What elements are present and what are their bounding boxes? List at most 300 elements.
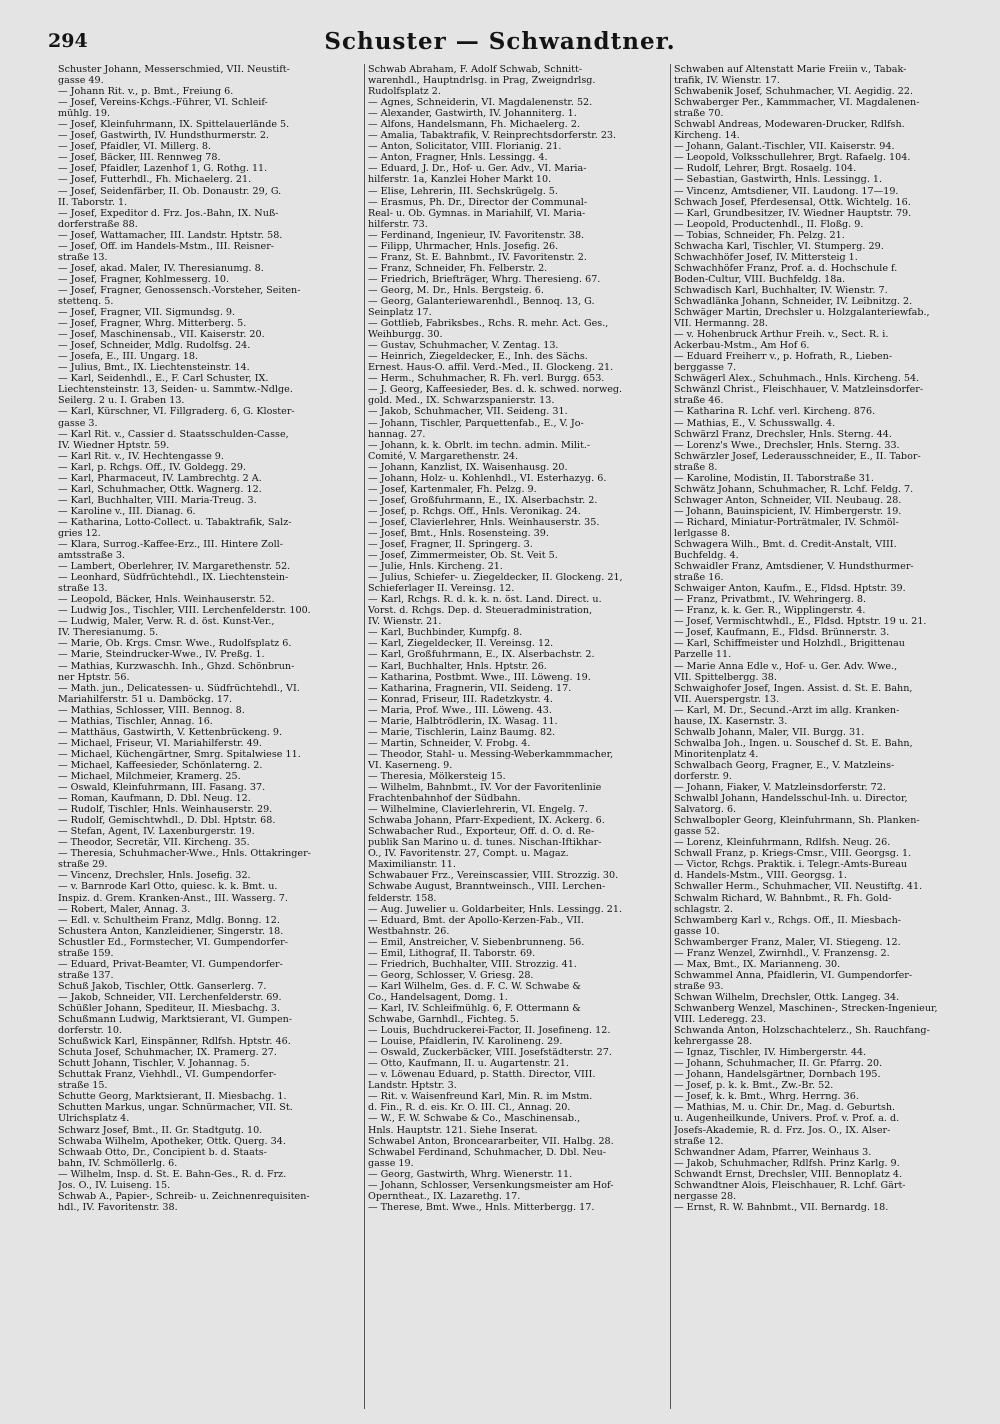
directory-line: Schwaberger Per., Kammmacher, VI. Magdalenen- [674, 97, 920, 109]
directory-line: — Georg, Schlosser, V. Griesg. 28. [368, 969, 534, 981]
directory-line: — Rudolf, Tischler, Hnls. Weinhauserstr. 29. [58, 804, 273, 816]
directory-line: — Marie, Halbtrödlerin, IX. Wasag. 11. [368, 715, 558, 727]
directory-line: — Georg, M. Dr., Hnls. Bergsteig. 6. [368, 284, 544, 296]
directory-line: Schwaab Otto, Dr., Concipient b. d. Staats- [58, 1146, 267, 1158]
directory-line: amtsstraße 3. [58, 550, 125, 562]
directory-line: Maximilianstr. 11. [368, 859, 456, 871]
directory-line: Schwalba Joh., Ingen. u. Souschef d. St. E. Bahn, [674, 737, 913, 749]
directory-line: Schwandner Adam, Pfarrer, Weinhaus 3. [674, 1146, 872, 1158]
directory-line: — Anton, Fragner, Hnls. Lessingg. 4. [368, 152, 548, 164]
directory-line: mühlg. 19. [58, 108, 111, 120]
directory-line: — Stefan, Agent, IV. Laxenburgerstr. 19. [58, 826, 255, 838]
directory-line: — Franz, k. k. Ger. R., Wipplingerstr. 4. [674, 605, 866, 617]
directory-line: — Karl, M. Dr., Secund.-Arzt im allg. Kranken- [674, 704, 900, 716]
directory-line: — Karl, Buchhalter, Hnls. Hptstr. 26. [368, 660, 547, 672]
directory-line: — Karl, Kürschner, VI. Fillgraderg. 6, G. Kloster- [58, 406, 295, 418]
directory-line: — Josef, Fragner, Whrg. Mitterberg. 5. [58, 318, 247, 330]
directory-line: — Wilhelm, Insp. d. St. E. Bahn-Ges., R. d. Frz. [58, 1168, 287, 1180]
directory-line: — Eduard, Privat-Beamter, VI. Gumpendorfer- [58, 958, 283, 970]
directory-line: Schwalbach Georg, Fragner, E., V. Matzleins- [674, 759, 895, 771]
directory-line: — Johann, Bauinspicient, IV. Himbergerstr. 19. [674, 505, 902, 517]
directory-line: Schwab A., Papier-, Schreib- u. Zeichnenrequisiten- [58, 1190, 310, 1202]
directory-line: trafik, IV. Wienstr. 17. [674, 75, 780, 87]
directory-line: Schußmann Ludwig, Marktsierant, VI. Gumpen- [58, 1014, 293, 1026]
directory-line: — Josef, Fragner, Genossensch.-Vorsteher, Seiten- [58, 284, 301, 296]
directory-line: O., IV. Favoritenstr. 27, Compt. u. Magaz. [368, 848, 569, 860]
directory-line: Schwärzler Josef, Lederausschneider, E., II. Tabor- [674, 450, 921, 462]
directory-line: — Katharina, Lotto-Collect. u. Tabaktrafik, Salz- [58, 516, 292, 528]
directory-line: Schwab Abraham, F. Adolf Schwab, Schnitt- [368, 64, 583, 75]
directory-line: Real- u. Ob. Gymnas. in Mariahilf, VI. Maria- [368, 207, 586, 219]
directory-line: — Ernst, R. W. Bahnbmt., VII. Bernardg. 18. [674, 1201, 889, 1213]
directory-line: Weihburgg. 30. [368, 329, 443, 341]
directory-line: Schwagera Wilh., Bmt. d. Credit-Anstalt, VIII. [674, 539, 897, 551]
directory-line: hannag. 27. [368, 428, 426, 440]
directory-line: — Filipp, Uhrmacher, Hnls. Josefig. 26. [368, 240, 559, 252]
directory-line: — Johann, Galant.-Tischler, VII. Kaiserstr. 94. [674, 141, 895, 153]
directory-line: — Mathias, Schlosser, VIII. Bennog. 8. [58, 704, 245, 716]
directory-line: Mariahilferstr. 51 u. Damböckg. 17. [58, 693, 233, 705]
directory-line: Ulrichsplatz 4. [58, 1113, 130, 1125]
directory-line: — Theodor, Secretär, VII. Kircheng. 35. [58, 837, 250, 849]
directory-line: — Anton, Solicitator, VIII. Florianig. 21. [368, 141, 562, 153]
directory-column-1 [58, 64, 364, 1409]
directory-line: — Josef, Schneider, Mdlg. Rudolfsg. 24. [58, 340, 251, 352]
directory-line: — Theresia, Mölkersteig 15. [368, 771, 506, 782]
directory-line: — Karl, Schiffmeister und Holzhdl., Brigittenau [674, 638, 905, 650]
directory-line: — Johann, Holz- u. Kohlenhdl., VI. Esterhazyg. 6. [368, 472, 607, 484]
directory-line: straße 13. [58, 251, 108, 263]
directory-line: — Otto, Kaufmann, II. u. Augartenstr. 21. [368, 1058, 569, 1070]
directory-line: Operntheat., IX. Lazarethg. 17. [368, 1190, 521, 1202]
directory-line: — Alfons, Handelsmann, Fh. Michaelerg. 2. [368, 119, 581, 131]
directory-line: — Ignaz, Tischler, IV. Himbergerstr. 44. [674, 1047, 867, 1059]
directory-line: straße 46. [674, 395, 724, 407]
directory-line: — Karl, Seidenhdl., E., F. Carl Schuster, IX. [58, 373, 269, 385]
directory-line: publik San Marino u. d. tunes. Nischan-Iftikhar- [368, 837, 602, 849]
directory-line: Landstr. Hptstr. 3. [368, 1080, 457, 1092]
directory-line: — Johann, Kanzlist, IX. Waisenhausg. 20. [368, 461, 568, 473]
directory-line: — Josef, k. k. Bmt., Whrg. Herrng. 36. [674, 1091, 859, 1103]
directory-line: — Marie, Ob. Krgs. Cmsr. Wwe., Rudolfsplatz 6. [58, 638, 292, 650]
directory-line: — Michael, Friseur, VI. Mariahilferstr. 49. [58, 737, 262, 749]
directory-line: — Lorenz, Kleinfuhrmann, Rdlfsh. Neug. 26. [674, 837, 891, 849]
directory-line: Schwalb Johann, Maler, VII. Burgg. 31. [674, 726, 865, 738]
directory-line: — W., F. W. Schwabe & Co., Maschinensab., [368, 1113, 581, 1125]
directory-line: — Louis, Buchdruckerei-Factor, II. Josefineng. 12. [368, 1025, 611, 1037]
directory-line: Schwadisch Karl, Buchhalter, IV. Wienstr. 7. [674, 284, 888, 296]
directory-line: — v. Barnrode Karl Otto, quiesc. k. k. Bmt. u. [58, 881, 278, 893]
directory-line: — Franz, Privatbmt., IV. Wehringerg. 8. [674, 594, 866, 606]
directory-line: — Karl, IV. Schleifmühlg. 6, F. Ottermann & [368, 1002, 581, 1014]
directory-line: — Josef, Fragner, VII. Sigmundsg. 9. [58, 307, 236, 319]
directory-line: — Josef, Zimmermeister, Ob. St. Veit 5. [368, 550, 558, 562]
directory-line: — Georg, Gastwirth, Whrg. Wienerstr. 11. [368, 1168, 573, 1180]
directory-line: Schwachhöfer Franz, Prof. a. d. Hochschule f. [674, 262, 898, 274]
directory-line: — Roman, Kaufmann, D. Dbl. Neug. 12. [58, 793, 251, 805]
directory-line: Schwabel Anton, Bronceararbeiter, VII. Halbg. 28. [368, 1135, 614, 1147]
directory-line: — Oswald, Kleinfuhrmann, III. Fasang. 37. [58, 782, 266, 794]
directory-line: Schwall Franz, p. Kriegs-Cmsr., VIII. Georgsg. 1. [674, 848, 912, 860]
directory-line: Schustera Anton, Kanzleidiener, Singerstr. 18. [58, 925, 284, 937]
directory-line: — Marie, Steindrucker-Wwe., IV. Preßg. 1. [58, 649, 265, 661]
directory-line: Schwamberger Franz, Maler, VI. Stiegeng. 12. [674, 936, 901, 948]
directory-line: — Karl, Pharmaceut, IV. Lambrechtg. 2 A. [58, 472, 262, 484]
directory-line: — Ludwig, Maler, Verw. R. d. öst. Kunst-Ver., [58, 616, 275, 628]
directory-line: — Leopold, Productenhdl., II. Floßg. 9. [674, 218, 864, 230]
directory-line: — Josef, Maschinensab., VII. Kaiserstr. 20. [58, 329, 265, 341]
directory-line: Schwaller Herm., Schuhmacher, VII. Neustiftg. 41. [674, 881, 923, 893]
directory-line: — Lambert, Oberlehrer, IV. Margarethenstr. 52. [58, 561, 291, 573]
directory-line: Kircheng. 14. [674, 130, 740, 142]
directory-line: VI. Kaserneng. 9. [368, 759, 453, 771]
directory-line: Buchfeldg. 4. [674, 550, 739, 562]
directory-line: hdl., IV. Favoritenstr. 38. [58, 1201, 178, 1213]
directory-line: VII. Hermanng. 28. [674, 318, 768, 330]
directory-line: straße 12. [674, 1135, 724, 1147]
directory-line: — Tobias, Schneider, Fh. Pelzg. 21. [674, 229, 845, 241]
directory-line: Liechtensteinstr. 13, Seiden- u. Sammtw.-Ndlge. [58, 384, 293, 396]
directory-line: — Robert, Maler, Annag. 3. [58, 903, 191, 915]
directory-line: u. Augenheilkunde, Univers. Prof. v. Prof. a. d. [674, 1113, 900, 1125]
directory-line: Boden-Cultur, VIII. Buchfeldg. 18a. [674, 273, 846, 285]
directory-line: — Josef, p. k. k. Bmt., Zw.-Br. 52. [674, 1080, 834, 1092]
directory-line: — Math. jun., Delicatessen- u. Südfrüchtehdl., VI. [58, 682, 300, 694]
directory-line: Ernest. Haus-O. affil. Verd.-Med., II. Glockeng. 21. [368, 362, 614, 374]
directory-line: warenhdl., Hauptndrlsg. in Prag, Zweigndrlsg. [368, 75, 596, 87]
directory-line: — Josef, Kartenmaler, Fh. Pelzg. 9. [368, 483, 537, 495]
directory-line: Frachtenbahnhof der Südbahn. [368, 793, 521, 805]
directory-line: bahn, IV. Schmöllerlg. 6. [58, 1157, 178, 1169]
directory-line: Schwaben auf Altenstatt Marie Freiin v., Tabak- [674, 64, 907, 75]
directory-line: Salvatorg. 6. [674, 804, 737, 816]
directory-line: — Erasmus, Ph. Dr., Director der Communal- [368, 196, 588, 208]
directory-line: berggasse 7. [674, 362, 737, 374]
directory-line: — Vincenz, Drechsler, Hnls. Josefig. 32. [58, 870, 251, 882]
directory-line: — Heinrich, Ziegeldecker, E., Inh. des Sächs. [368, 351, 588, 363]
directory-line: Parzelle 11. [674, 649, 732, 661]
directory-line: — Julius, Schiefer- u. Ziegeldecker, II. Glockeng. 21, [368, 572, 623, 584]
directory-line: Jos. O., IV. Luiseng. 15. [58, 1179, 171, 1191]
directory-line: — Jakob, Schuhmacher, Rdlfsh. Prinz Karlg. 9. [674, 1157, 900, 1169]
directory-line: Schustler Ed., Formstecher, VI. Gumpendorfer- [58, 936, 288, 948]
directory-line: Schwaba Johann, Pfarr-Expedient, IX. Ackerg. 6. [368, 815, 605, 827]
directory-line: Schwadlänka Johann, Schneider, IV. Leibnitzg. 2. [674, 295, 913, 307]
directory-line: — Katharina, Postbmt. Wwe., III. Löweng. 19. [368, 671, 591, 683]
directory-line: dorferstr. 10. [58, 1025, 122, 1037]
directory-line: — Karl, Schuhmacher, Ottk. Wagnerg. 12. [58, 483, 262, 495]
directory-line: — Julius, Bmt., IX. Liechtensteinstr. 14. [58, 362, 250, 374]
directory-line: Hnls. Hauptstr. 121. Siehe Inserat. [368, 1124, 538, 1136]
directory-line: — Wilhelmine, Clavierlehrerin, VI. Engelg. 7. [368, 804, 588, 816]
directory-line: Schuttak Franz, Viehhdl., VI. Gumpendorfer- [58, 1069, 277, 1081]
directory-line: — Therese, Bmt. Wwe., Hnls. Mitterbergg. 17. [368, 1201, 595, 1213]
directory-line: straße 159. [58, 947, 114, 959]
directory-line: — Gustav, Schuhmacher, V. Zentag. 13. [368, 340, 559, 352]
directory-line: — Karl Rit. v., IV. Hechtengasse 9. [58, 450, 224, 462]
directory-line: — Johann, Tischler, Parquettenfab., E., V. Jo- [368, 417, 584, 429]
directory-line: Schwandtner Alois, Fleischhauer, R. Lchf. Gärt- [674, 1179, 906, 1191]
directory-line: Josefs-Akademie, R. d. Frz. Jos. O., IX. Alser- [674, 1124, 891, 1136]
directory-line: Schwäger Martin, Drechsler u. Holzgalanteriewfab., [674, 307, 930, 319]
directory-line: dorferstraße 88. [58, 218, 138, 230]
directory-line: straße 16. [674, 572, 724, 584]
directory-line: — Mathias, Tischler, Annag. 16. [58, 715, 213, 727]
directory-line: — Konrad, Friseur, III. Radetzkystr. 4. [368, 693, 553, 705]
directory-line: gasse 3. [58, 417, 98, 429]
directory-line: Vorst. d. Rchgs. Dep. d. Steueradministration, [368, 605, 593, 617]
directory-line: Schwamberg Karl v., Rchgs. Off., II. Miesbach- [674, 914, 902, 926]
directory-line: lerlgasse 8. [674, 527, 730, 539]
directory-line: Schwägerl Alex., Schuhmach., Hnls. Kircheng. 54. [674, 373, 920, 385]
directory-line: — Katharina R. Lchf. verl. Kircheng. 876. [674, 406, 876, 418]
directory-line: — Herm., Schuhmacher, R. Fh. verl. Burgg. 653. [368, 373, 605, 385]
directory-line: — Josef, Bäcker, III. Rennweg 78. [58, 152, 221, 164]
directory-line: nergasse 28. [674, 1190, 737, 1202]
directory-line: — Louise, Pfaidlerin, IV. Karolineng. 29. [368, 1036, 563, 1048]
directory-line: — Oswald, Zuckerbäcker, VIII. Josefstädterstr. 27. [368, 1047, 612, 1059]
directory-line: ner Hptstr. 56. [58, 671, 130, 683]
directory-line: VII. Auerspergstr. 13. [674, 693, 780, 705]
directory-line: Schwabel Ferdinand, Schuhmacher, D. Dbl. Neu- [368, 1146, 607, 1158]
directory-line: Schuster Johann, Messerschmied, VII. Neustift- [58, 64, 290, 75]
directory-line: — Victor, Rchgs. Praktik. i. Telegr.-Amts-Bureau [674, 859, 908, 871]
directory-column-2 [364, 64, 671, 1409]
directory-line: — Leopold, Bäcker, Hnls. Weinhauserstr. 52. [58, 594, 275, 606]
directory-line: Schwach Josef, Pferdesensal, Ottk. Wichtelg. 16. [674, 196, 911, 208]
directory-line: — v. Löwenau Eduard, p. Statth. Director, VIII. [368, 1069, 596, 1081]
directory-line: Rudolfsplatz 2. [368, 86, 441, 98]
directory-line: Schutten Markus, ungar. Schnürmacher, VII. St. [58, 1102, 293, 1114]
directory-line: — Alexander, Gastwirth, IV. Johanniterg. 1. [368, 108, 577, 120]
directory-line: — Karl, Buchbinder, Kumpfg. 8. [368, 627, 523, 639]
directory-line: — Mathias, E., V. Schusswallg. 4. [674, 417, 836, 429]
directory-line: Schwacha Karl, Tischler, VI. Stumperg. 29. [674, 240, 884, 252]
directory-line: — Julie, Hnls. Kircheng. 21. [368, 561, 503, 573]
directory-line: — Sebastian, Gastwirth, Hnls. Lessingg. 1. [674, 174, 883, 186]
directory-line: — Richard, Miniatur-Porträtmaler, IV. Schmöl- [674, 516, 899, 528]
directory-line: — Karl, Grundbesitzer, IV. Wiedner Hauptstr. 79. [674, 207, 912, 219]
directory-line: — Karl, Buchhalter, VIII. Maria-Treug. 3. [58, 494, 257, 506]
directory-line: — Eduard, J. Dr., Hof- u. Ger. Adv., VI. Maria- [368, 163, 587, 175]
directory-line: — Friedrich, Briefträger, Whrg. Theresieng. 67. [368, 273, 601, 285]
directory-line: — Emil, Anstreicher, V. Siebenbrunneng. 56. [368, 936, 585, 948]
directory-line: — Josef, Bmt., Hnls. Rosensteing. 39. [368, 527, 549, 539]
directory-line: — Karl Rit. v., Cassier d. Staatsschulden-Casse, [58, 428, 289, 440]
directory-line: straße 13. [58, 583, 108, 595]
directory-line: Schwaiger Anton, Kaufm., E., Fldsd. Hptstr. 39. [674, 583, 906, 595]
directory-line: — Georg, Galanteriewarenhdl., Bennoq. 13, G. [368, 295, 595, 307]
directory-line: Schwabenik Josef, Schuhmacher, VI. Aegidig. 22. [674, 86, 914, 98]
directory-line: — Jakob, Schneider, VII. Lerchenfelderstr. 69. [58, 991, 282, 1003]
directory-line: gold. Med., IX. Schwarzspanierstr. 13. [368, 395, 555, 407]
page-title: Schuster — Schwandtner. [324, 28, 676, 55]
directory-line: straße 29. [58, 859, 108, 871]
directory-line: — Josef, Seidenfärber, II. Ob. Donaustr. 29, G. [58, 185, 282, 197]
directory-line: IV. Theresianumg. 5. [58, 627, 159, 639]
directory-line: — Johann, Handelsgärtner, Dornbach 195. [674, 1069, 881, 1081]
directory-line: IV. Wiedner Hptstr. 59. [58, 439, 170, 451]
directory-line: — Amalia, Tabaktrafik, V. Reinprechtsdorferstr. 23. [368, 130, 617, 142]
directory-line: VIII. Lederegg. 23. [674, 1014, 767, 1026]
directory-line: Schwänzl Christ., Fleischhauer, V. Matzleinsdorfer- [674, 384, 924, 396]
directory-line: gasse 19. [368, 1157, 414, 1169]
directory-line: Schwabe August, Branntweinsch., VIII. Lerchen- [368, 881, 606, 893]
directory-line: Schwanberg Wenzel, Maschinen-, Strecken-Ingenieur, [674, 1002, 938, 1014]
directory-line: — Rit. v. Waisenfreund Karl, Min. R. im Mstm. [368, 1091, 593, 1103]
directory-line: Seilerg. 2 u. I. Graben 13. [58, 395, 185, 407]
directory-line: — Wilhelm, Bahnbmt., IV. Vor der Favoritenlinie [368, 782, 602, 794]
directory-line: — Michael, Milchmeier, Kramerg. 25. [58, 771, 241, 782]
directory-line: — Josef, Wattamacher, III. Landstr. Hptstr. 58. [58, 229, 283, 241]
directory-line: Ackerbau-Mstm., Am Hof 6. [674, 340, 810, 352]
directory-line: Schutte Georg, Marktsierant, II. Miesbachg. 1. [58, 1091, 287, 1103]
directory-line: Schwaba Wilhelm, Apotheker, Ottk. Querg. 34. [58, 1135, 286, 1147]
directory-line: — Karoline, Modistin, II. Taborstraße 31. [674, 472, 874, 484]
directory-line: kehrergasse 28. [674, 1036, 753, 1048]
directory-line: — Karl, Ziegeldecker, II. Vereinsg. 12. [368, 638, 554, 650]
directory-line: dorferstr. 9. [674, 771, 732, 782]
directory-line: — Johann, k. k. Obrlt. im techn. admin. Milit.- [368, 439, 591, 451]
directory-line: — Katharina, Fragnerin, VII. Seideng. 17. [368, 682, 572, 694]
directory-line: — Josef, Fragner, II. Springerg. 3. [368, 539, 533, 551]
directory-line: — Eduard, Bmt. der Apollo-Kerzen-Fab., VII. [368, 914, 584, 926]
directory-line: — Agnes, Schneiderin, VI. Magdalenenstr. 52. [368, 97, 593, 109]
directory-line: Schwaidler Franz, Amtsdiener, V. Hundsthurmer- [674, 561, 914, 573]
directory-line: — Josef, Vereins-Kchgs.-Führer, VI. Schleif- [58, 97, 268, 109]
directory-line: — Josef, Kleinfuhrmann, IX. Spittelauerlände 5. [58, 119, 290, 131]
directory-line: straße 8. [674, 461, 718, 473]
directory-line: IV. Wienstr. 21. [368, 616, 442, 628]
directory-line: hilferstr. 73. [368, 218, 428, 230]
directory-line: — Josef, p. Rchgs. Off., Hnls. Veronikag. 24. [368, 505, 581, 517]
directory-line: — Friedrich, Buchhalter, VIII. Strozzig. 41. [368, 958, 577, 970]
directory-line: gasse 10. [674, 925, 720, 937]
directory-line: Schwanda Anton, Holzschachtelerz., Sh. Rauchfang- [674, 1025, 930, 1037]
directory-line: — Eduard Freiherr v., p. Hofrath, R., Lieben- [674, 351, 893, 363]
directory-line: — Leonhard, Südfrüchtehdl., IX. Liechtenstein- [58, 572, 289, 584]
directory-line: Seinplatz 17. [368, 307, 432, 319]
directory-line: — Josef, Gastwirth, IV. Hundsthurmerstr. 2. [58, 130, 269, 142]
directory-line: Schwalbopler Georg, Kleinfuhrmann, Sh. Planken- [674, 815, 920, 827]
directory-line: — J. Georg, Kaffeesieder, Bes. d. k. schwed. norweg. [368, 384, 623, 396]
directory-line: — Martin, Schneider, V. Frobg. 4. [368, 737, 531, 749]
directory-line: — Michael, Küchengärtner, Smrg. Spitalwiese 11. [58, 748, 301, 760]
directory-line: hilferstr. 1a, Kanzlei Hoher Markt 10. [368, 174, 552, 186]
directory-line: hause, IX. Kasernstr. 3. [674, 715, 788, 727]
directory-line: — Ludwig Jos., Tischler, VIII. Lerchenfelderstr. 100. [58, 605, 311, 617]
directory-line: — v. Hohenbruck Arthur Freih. v., Sect. R. i. [674, 329, 889, 341]
directory-line: Schwabl Andreas, Modewaren-Drucker, Rdlfsh. [674, 119, 905, 131]
directory-line: Schußwick Karl, Einspänner, Rdlfsh. Hptstr. 46. [58, 1036, 291, 1048]
directory-line: — Johann, Schuhmacher, II. Gr. Pfarrg. 20. [674, 1058, 883, 1070]
directory-line: — Josef, Clavierlehrer, Hnls. Weinhauserstr. 35. [368, 516, 600, 528]
directory-line: — Johann, Schlosser, Versenkungsmeister am Hof- [368, 1179, 614, 1191]
directory-line: — Aug. Juwelier u. Goldarbeiter, Hnls. Lessingg. 21. [368, 903, 623, 915]
directory-line: II. Taborstr. 1. [58, 196, 128, 208]
directory-line: Schüßler Johann, Spediteur, II. Miesbachg. 3. [58, 1002, 280, 1014]
directory-line: — Josef, Expeditor d. Frz. Jos.-Bahn, IX. Nuß- [58, 207, 279, 219]
directory-line: — Michael, Kaffeesieder, Schönlaterng. 2. [58, 759, 263, 771]
directory-line: — Ferdinand, Ingenieur, IV. Favoritenstr. 38. [368, 229, 585, 241]
directory-line: Comité, V. Margarethenstr. 24. [368, 450, 519, 462]
directory-line: — Edl. v. Schultheim Franz, Mdlg. Bonng. 12. [58, 914, 280, 926]
directory-line: — Josef, Pfaidler, Lazenhof 1, G. Rothg. 11. [58, 163, 268, 175]
directory-line: — Karl, p. Rchgs. Off., IV. Goldegg. 29. [58, 461, 247, 473]
directory-line: — Franz, Schneider, Fh. Felberstr. 2. [368, 262, 548, 274]
directory-line: Minoritenplatz 4. [674, 748, 759, 760]
directory-line: — Jakob, Schuhmacher, VII. Seideng. 31. [368, 406, 568, 418]
directory-line: — Johann Rit. v., p. Bmt., Freiung 6. [58, 86, 234, 98]
directory-line: Inspiz. d. Grem. Kranken-Anst., III. Wasserg. 7. [58, 892, 288, 904]
directory-line: Schwalbl Johann, Handelsschul-Inh. u. Director, [674, 793, 908, 805]
directory-line: — Lorenz's Wwe., Drechsler, Hnls. Sterng. 33. [674, 439, 900, 451]
directory-line: — Josef, Großfuhrmann, E., IX. Alserbachstr. 2. [368, 494, 598, 506]
directory-line: schlagstr. 2. [674, 903, 733, 915]
directory-line: Westbahnstr. 26. [368, 925, 450, 937]
directory-line: Co., Handelsagent, Domg. 1. [368, 991, 508, 1003]
directory-line: Schwaighofer Josef, Ingen. Assist. d. St. E. Bahn, [674, 682, 913, 694]
directory-line: straße 15. [58, 1080, 108, 1092]
directory-line: — Emil, Lithograf, II. Taborstr. 69. [368, 947, 536, 959]
directory-line: — Rudolf, Gemischtwhdl., D. Dbl. Hptstr. 68. [58, 815, 276, 827]
directory-line: — Gottlieb, Fabriksbes., Rchs. R. mehr. Act. Ges., [368, 318, 609, 330]
directory-line: — Josef, Futterhdl., Fh. Michaelerg. 21. [58, 174, 252, 186]
directory-line: — Leopold, Volksschullehrer, Brgt. Rafaelg. 104. [674, 152, 911, 164]
directory-line: — Josef, Off. im Handels-Mstm., III. Reisner- [58, 240, 275, 252]
directory-line: VII. Spittelbergg. 38. [674, 671, 777, 683]
directory-line: — Josef, Kaufmann, E., Fldsd. Brünnerstr. 3. [674, 627, 890, 639]
directory-line: — Josefa, E., III. Ungarg. 18. [58, 351, 199, 363]
directory-line: — Maria, Prof. Wwe., III. Löweng. 43. [368, 704, 552, 716]
directory-line: — Theresia, Schuhmacher-Wwe., Hnls. Ottakringer- [58, 848, 311, 860]
directory-line: Schwabacher Rud., Exporteur, Off. d. O. d. Re- [368, 826, 595, 838]
directory-line: gasse 52. [674, 826, 720, 838]
directory-line: — Klara, Surrog.-Kaffee-Erz., III. Hintere Zoll- [58, 539, 283, 551]
directory-line: — Franz Wenzel, Zwirnhdl., V. Franzensg. 2. [674, 947, 890, 959]
page-number: 294 [48, 30, 88, 52]
directory-line: Schwager Anton, Schneider, VII. Neubaug. 28. [674, 494, 902, 506]
directory-line: Schwan Wilhelm, Drechsler, Ottk. Langeg. 34. [674, 991, 900, 1003]
directory-line: Schwätz Johann, Schuhmacher, R. Lchf. Feldg. 7. [674, 483, 914, 495]
directory-line: Schwandt Ernst, Drechsler, VIII. Bennoplatz 4. [674, 1168, 903, 1180]
directory-line: felderstr. 158. [368, 892, 437, 904]
directory-line: straße 137. [58, 969, 114, 981]
directory-line: — Karoline v., III. Dianag. 6. [58, 505, 196, 517]
directory-line: — Karl, Großfuhrmann, E., IX. Alserbachstr. 2. [368, 649, 595, 661]
directory-line: — Karl, Rchgs. R. d. k. k. n. öst. Land. Direct. u. [368, 594, 602, 606]
directory-line: — Franz, St. E. Bahnbmt., IV. Favoritenstr. 2. [368, 251, 587, 263]
directory-line: — Josef, akad. Maler, IV. Theresianumg. 8. [58, 262, 264, 274]
directory-line: — Matthäus, Gastwirth, V. Kettenbrückeng. 9. [58, 726, 283, 738]
directory-line: — Karl Wilhelm, Ges. d. F. C. W. Schwabe & [368, 980, 581, 992]
directory-line: Schutt Johann, Tischler, V. Johannag. 5. [58, 1058, 250, 1070]
directory-line: — Josef, Vermischtwhdl., E., Fldsd. Hptstr. 19 u. 21. [674, 616, 927, 628]
directory-line: Schwabe, Garnhdl., Fichteg. 5. [368, 1014, 519, 1026]
directory-line: Schwachhöfer Josef, IV. Mittersteig 1. [674, 251, 858, 263]
directory-line: d. Fin., R. d. eis. Kr. O. III. Cl., Annag. 20. [368, 1102, 571, 1114]
directory-line: — Rudolf, Lehrer, Brgt. Rosaelg. 104. [674, 163, 857, 175]
directory-line: Schwammel Anna, Pfaidlerin, VI. Gumpendorfer- [674, 969, 913, 981]
directory-line: — Theodor, Stahl- u. Messing-Weberkammmacher, [368, 748, 614, 760]
directory-line: Schuta Josef, Schuhmacher, IX. Pramerg. 27. [58, 1047, 277, 1059]
directory-line: — Marie Anna Edle v., Hof- u. Ger. Adv. Wwe., [674, 660, 898, 672]
directory-line: — Elise, Lehrerin, III. Sechskrügelg. 5. [368, 185, 558, 197]
directory-line: straße 93. [674, 980, 724, 992]
directory-line: — Johann, Fiaker, V. Matzleinsdorferstr. 72. [674, 782, 886, 794]
directory-line: Schwabauer Frz., Vereinscassier, VIII. Strozzig. 30. [368, 870, 619, 882]
directory-line: — Mathias, M. u. Chir. Dr., Mag. d. Geburtsh. [674, 1102, 896, 1114]
